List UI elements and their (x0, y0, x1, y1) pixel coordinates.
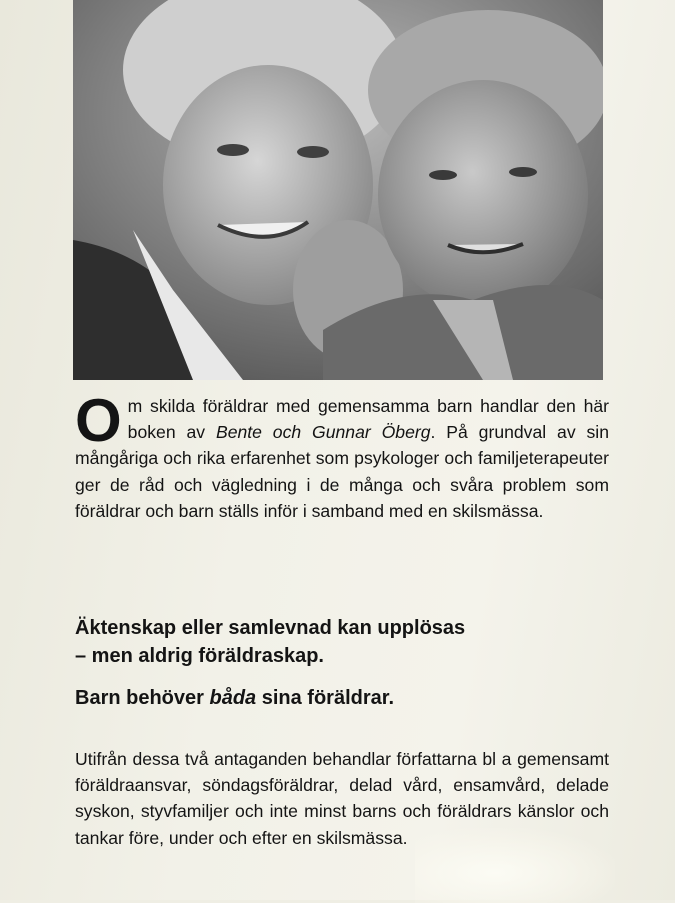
intro-paragraph (75, 387, 609, 524)
subheadline-emphasis: båda (209, 687, 257, 709)
subheadline (75, 684, 609, 712)
intro-text-end: . På grundval av sin mångåriga och rika erfarenhet som psykologer och familjeterapeuter ger de råd och vägledning i de många och svåra problem som föräldrar och barn ställs inför i samband med en skilsmässa. (75, 422, 609, 521)
subheadline-end: sina föräldrar. (256, 687, 395, 709)
summary-paragraph (75, 746, 609, 851)
portrait-photo-icon (73, 0, 603, 380)
headline-line-1: Äktenskap eller samlevnad kan upplösas (75, 617, 466, 639)
author-names: Bente och Gunnar Öberg (215, 422, 431, 443)
summary-text: Utifrån dessa två antaganden behandlar författarna bl a gemensamt föräldraansvar, söndagsföräldrar, delad vård, ensamvård, delade syskon, styvfamiljer och inte minst barns och föräldrars känslor och tankar före, under och efter en skilsmässa. (75, 749, 609, 848)
drop-cap: O (75, 387, 122, 454)
subheadline-start: Barn behöver (75, 687, 210, 709)
intro-text-start: m skilda föräldrar med gemensamma barn handlar den här boken av (127, 396, 609, 443)
headline-line-2: – men aldrig föräldraskap. (75, 645, 324, 667)
headline (75, 614, 609, 670)
author-portrait-photo (73, 0, 603, 380)
